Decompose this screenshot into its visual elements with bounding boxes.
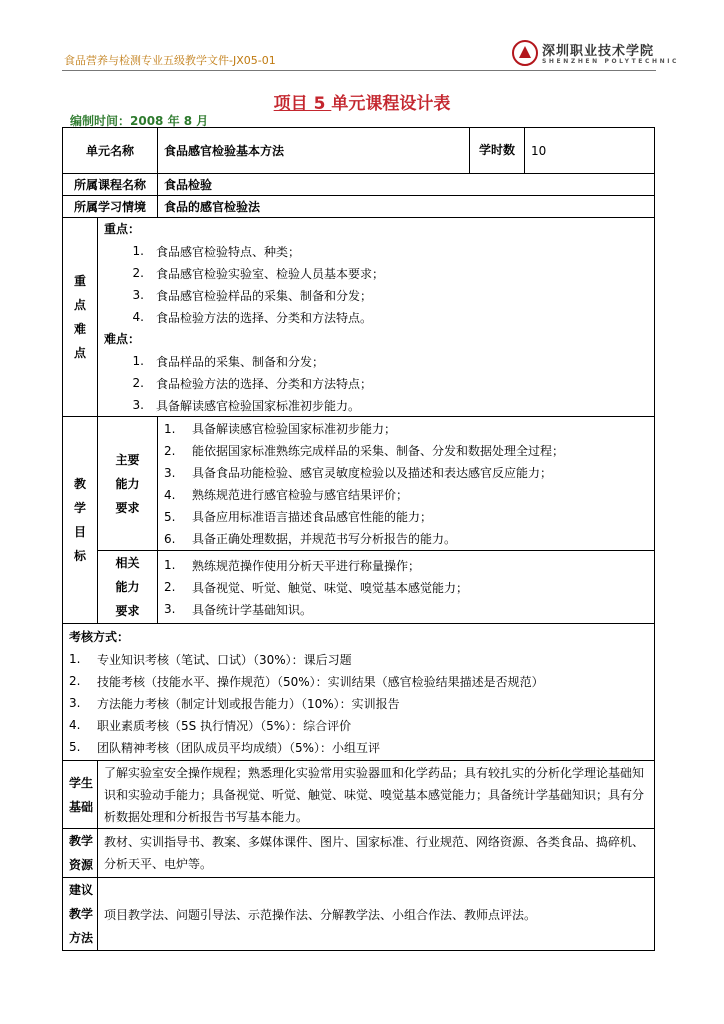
resources-row	[63, 829, 655, 878]
assessment-row	[63, 624, 655, 761]
related-ability-item: 3. 具备统计学基础知识。	[164, 602, 313, 617]
assessment-item: 2. 技能考核（技能水平、操作规范）（50%）：实训结果（感官检验结果描述是否规范）	[69, 674, 544, 689]
methods-row	[63, 878, 655, 951]
resources-label: 教学资源	[63, 829, 98, 878]
course-design-table	[62, 127, 655, 951]
assessment-item: 1. 专业知识考核（笔试、口试）（30%）：课后习题	[69, 652, 352, 667]
key-points-label: 重点难点	[63, 218, 98, 417]
main-ability-item: 6. 具备正确处理数据，并规范书写分析报告的能力。	[164, 531, 457, 546]
header-rule	[62, 70, 656, 71]
main-ability-content	[158, 417, 655, 551]
unit-row	[63, 128, 655, 174]
assessment-content	[63, 624, 655, 761]
methods-label: 建议教学方法	[63, 878, 98, 951]
assessment-item: 3. 方法能力考核（制定计划或报告能力）（10%）：实训报告	[69, 696, 400, 711]
difficulty-head: 难点：	[104, 332, 141, 346]
key-points-content	[98, 218, 655, 417]
logo-english-name: SHENZHEN POLYTECHNIC	[542, 58, 680, 65]
hours-value: 10	[525, 128, 655, 174]
school-emblem-icon	[512, 40, 538, 66]
key-item: 2. 食品感官检验实验室、检验人员基本要求；	[132, 266, 385, 281]
difficulty-item: 3. 具备解读感官检验国家标准初步能力。	[132, 398, 361, 413]
header-doc-label: 食品营养与检测专业五级教学文件-JX05-01	[64, 54, 276, 67]
course-label: 所属课程名称	[63, 174, 158, 196]
situation-label: 所属学习情境	[63, 196, 158, 218]
basis-label: 学生基础	[63, 761, 98, 829]
methods-text: 项目教学法、问题引导法、示范操作法、分解教学法、小组合作法、教师点评法。	[98, 878, 655, 951]
title-project-number: 项目 5	[273, 94, 332, 114]
basis-text: 了解实验室安全操作规程；熟悉理化实验常用实验器皿和化学药品；具有较扎实的分析化学理论基础知识和实验动手能力；具备视觉、听觉、触觉、味觉、嗅觉基本感觉能力；具备统计学基础知识；具有分析数据处理和分析报告书写基本能力。	[98, 761, 655, 829]
situation-row	[63, 196, 655, 218]
resources-text: 教材、实训指导书、教案、多媒体课件、图片、国家标准、行业规范、网络资源、各类食品、捣碎机、分析天平、电炉等。	[98, 829, 655, 878]
main-ability-item: 1. 具备解读感官检验国家标准初步能力；	[164, 421, 397, 436]
unit-value: 食品感官检验基本方法	[158, 128, 470, 174]
main-ability-label: 主要能力要求	[98, 417, 158, 551]
key-points-row	[63, 218, 655, 417]
related-ability-item: 2. 具备视觉、听觉、触觉、味觉、嗅觉基本感觉能力；	[164, 580, 469, 595]
page-title	[0, 89, 724, 114]
logo-chinese-name: 深圳职业技术学院	[542, 44, 655, 59]
goals-main-row	[63, 417, 655, 551]
goals-related-row	[63, 551, 655, 624]
basis-row	[63, 761, 655, 829]
difficulty-item: 2. 食品检验方法的选择、分类和方法特点；	[132, 376, 373, 391]
course-value: 食品检验	[158, 174, 655, 196]
related-ability-content	[158, 551, 655, 624]
key-item: 3. 食品感官检验样品的采集、制备和分发；	[132, 288, 373, 303]
main-ability-item: 5. 具备应用标准语言描述食品感官性能的能力；	[164, 509, 433, 524]
assessment-item: 4. 职业素质考核（5S 执行情况）（5%）：综合评价	[69, 718, 352, 733]
key-item: 4. 食品检验方法的选择、分类和方法特点。	[132, 310, 373, 325]
key-item: 1. 食品感官检验特点、种类；	[132, 244, 301, 259]
date-line: 编制时间：2008 年 8 月	[70, 114, 209, 128]
title-main: 单元课程设计表	[331, 94, 451, 114]
situation-value: 食品的感官检验法	[158, 196, 655, 218]
difficulty-item: 1. 食品样品的采集、制备和分发；	[132, 354, 325, 369]
hours-label: 学时数	[470, 128, 525, 174]
unit-label: 单元名称	[63, 128, 158, 174]
main-ability-item: 2. 能依据国家标准熟练完成样品的采集、制备、分发和数据处理全过程；	[164, 443, 565, 458]
related-ability-item: 1. 熟练规范操作使用分析天平进行称量操作；	[164, 558, 421, 573]
assessment-item: 5. 团队精神考核（团队成员平均成绩）（5%）：小组互评	[69, 740, 381, 755]
course-row	[63, 174, 655, 196]
teaching-goals-label: 教学目标	[63, 417, 98, 624]
main-ability-item: 4. 熟练规范进行感官检验与感官结果评价；	[164, 487, 409, 502]
related-ability-label: 相关能力要求	[98, 551, 158, 624]
key-head: 重点：	[104, 222, 141, 236]
assessment-head: 考核方式：	[69, 630, 130, 644]
main-ability-item: 3. 具备食品功能检验、感官灵敏度检验以及描述和表达感官反应能力；	[164, 465, 553, 480]
